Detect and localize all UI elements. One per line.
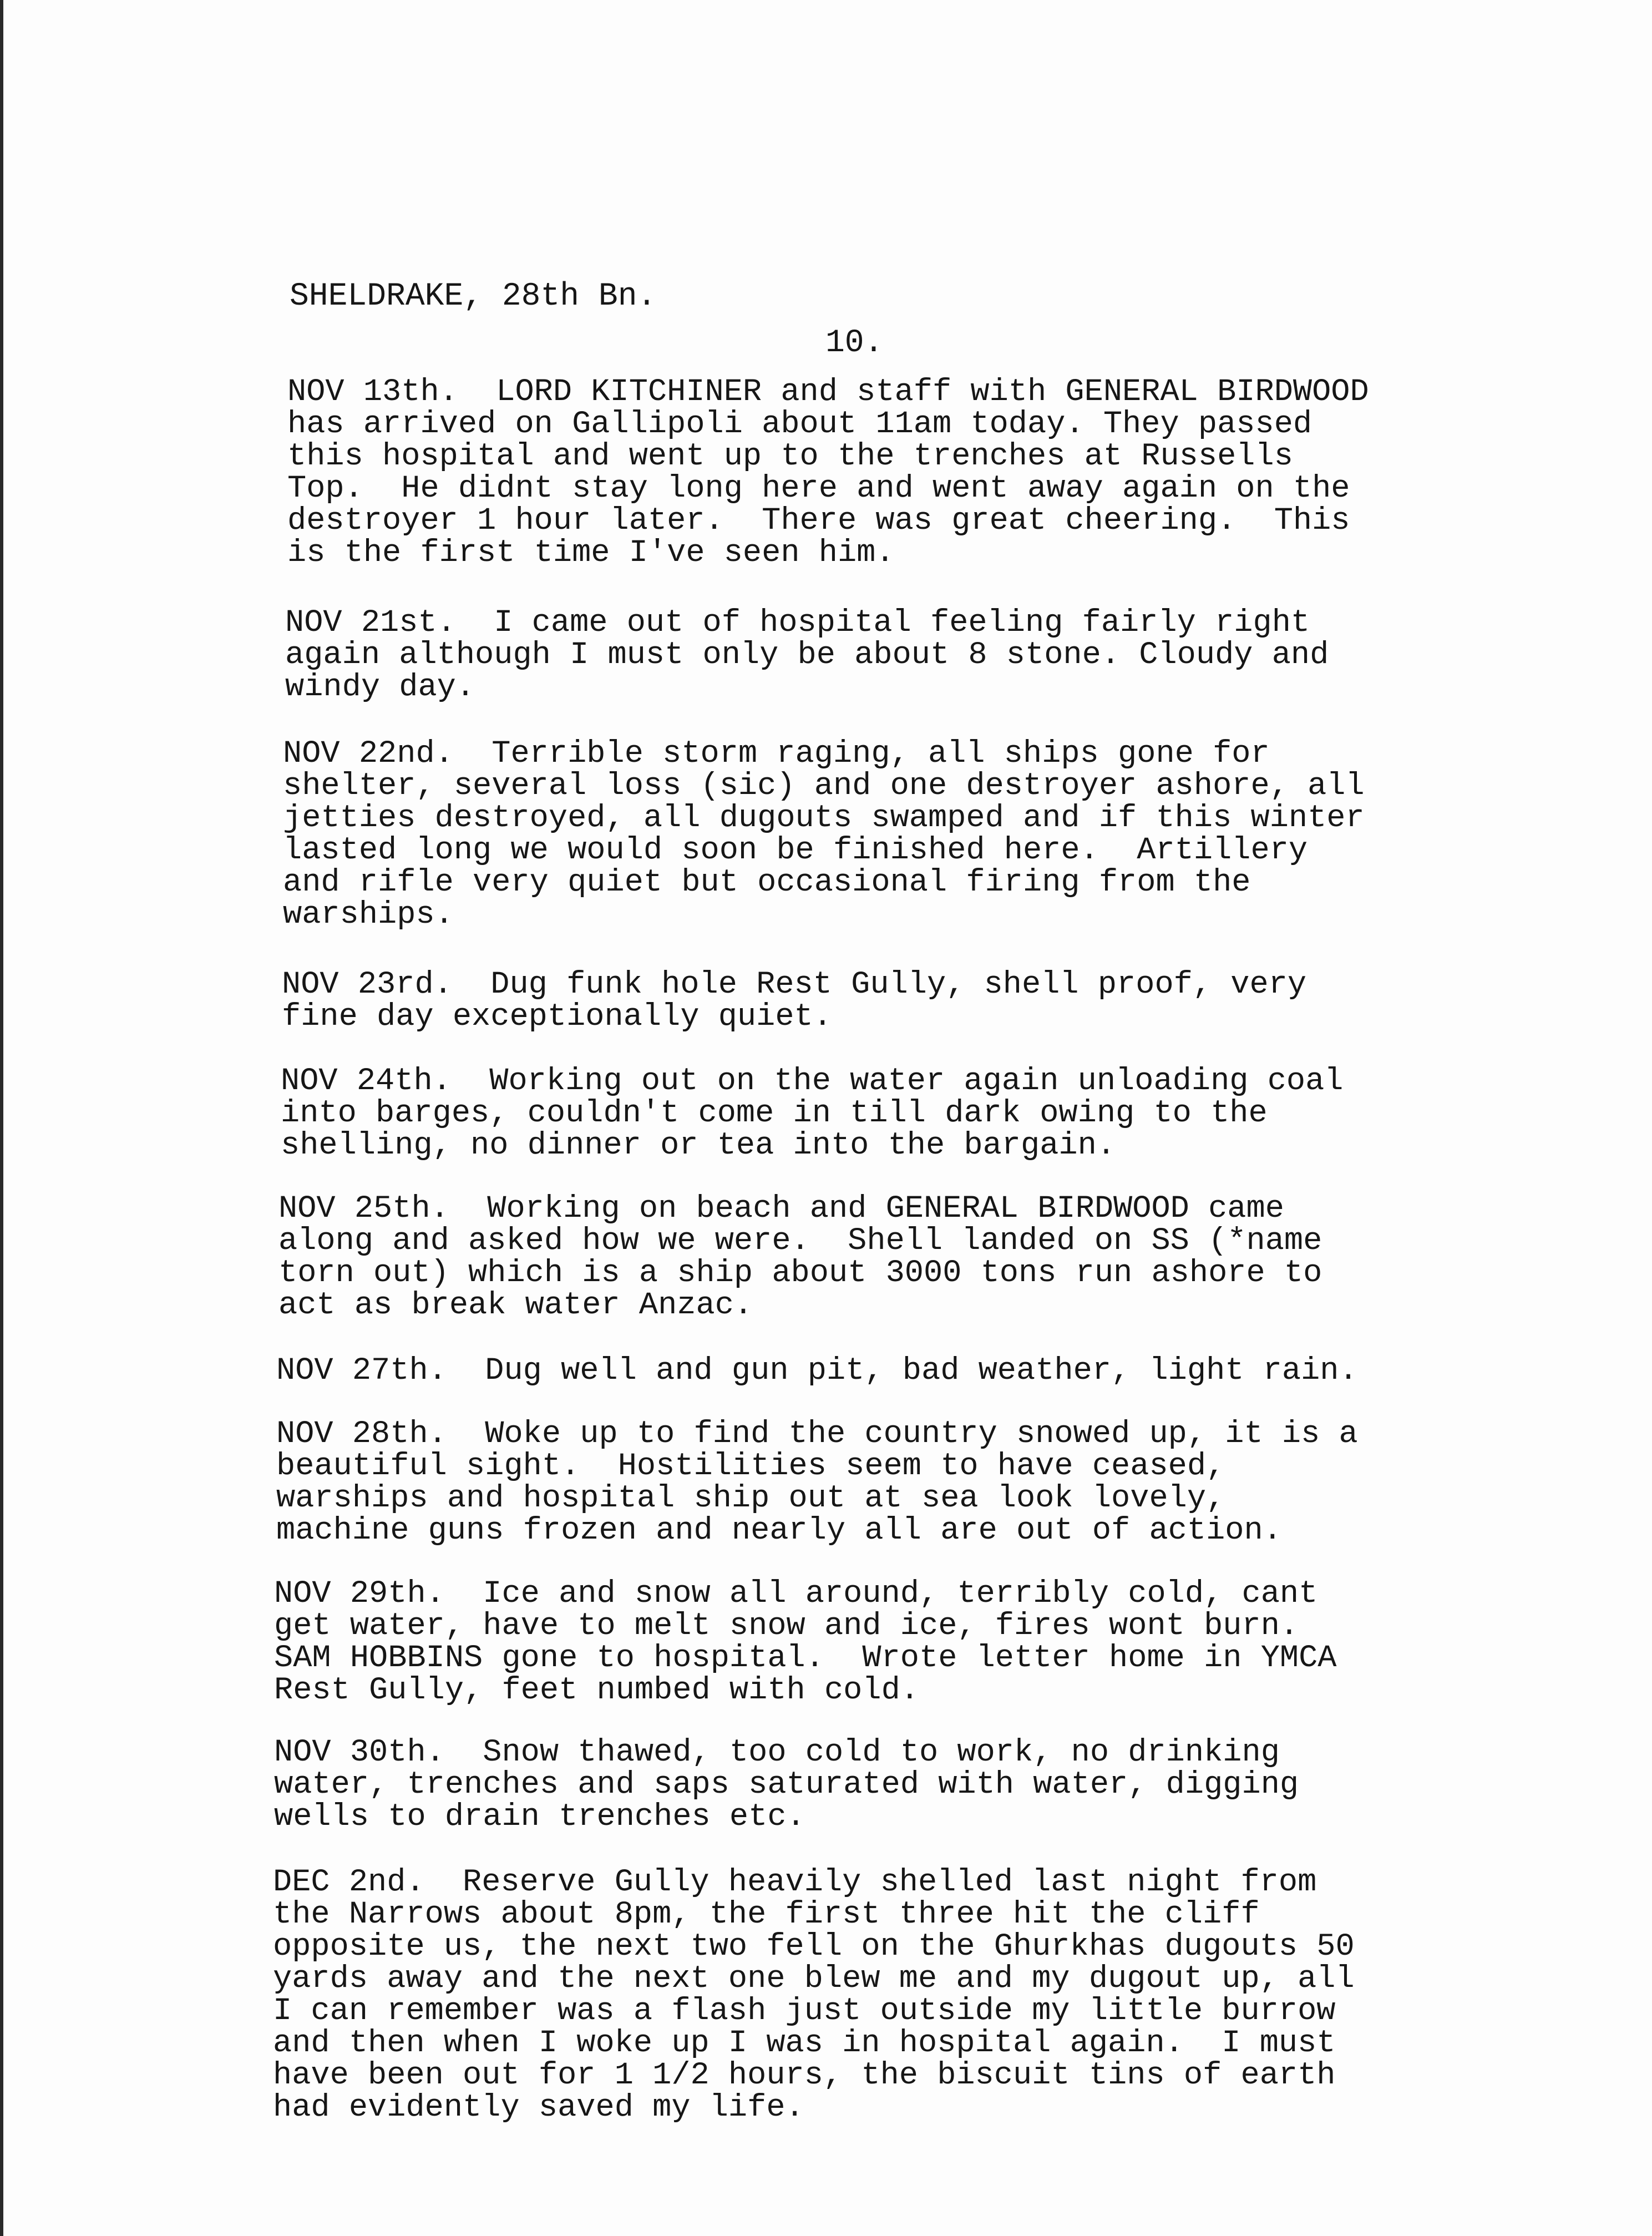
entry-line: get water, have to melt snow and ice, fires wont burn. [274, 1608, 1299, 1644]
entry-line: jetties destroyed, all dugouts swamped and if this winter [283, 801, 1365, 836]
document-header: SHELDRAKE, 28th Bn. [290, 279, 657, 315]
entry-line: warships. [283, 897, 454, 933]
entry-line: I can remember was a flash just outside my little burrow [273, 1994, 1336, 2029]
diary-entry-nov-29 [274, 1578, 1337, 1707]
entry-line: this hospital and went up to the trenches at Russells [287, 439, 1293, 474]
entry-line: have been out for 1 1/2 hours, the biscuit tins of earth [273, 2058, 1336, 2093]
diary-entry-nov-22 [283, 738, 1365, 931]
entry-line: NOV 22nd. Terrible storm raging, all ships gone for [283, 736, 1270, 772]
diary-entry-nov-13 [287, 376, 1369, 569]
entry-line: Top. He didnt stay long here and went away again on the [287, 471, 1350, 507]
entry-line: lasted long we would soon be finished here. Artillery [283, 833, 1308, 868]
entry-line: NOV 25th. Working on beach and GENERAL BIRDWOOD came [278, 1191, 1284, 1227]
entry-line: warships and hospital ship out at sea look lovely, [276, 1481, 1225, 1516]
entry-line: SAM HOBBINS gone to hospital. Wrote letter home in YMCA [274, 1641, 1337, 1676]
entry-line: torn out) which is a ship about 3000 tons run ashore to [278, 1256, 1322, 1291]
diary-entry-nov-27 [276, 1355, 1358, 1387]
entry-line: NOV 23rd. Dug funk hole Rest Gully, shell proof, very [282, 967, 1307, 1003]
entry-line: NOV 21st. I came out of hospital feeling fairly right [285, 605, 1310, 641]
entry-line: windy day. [285, 670, 475, 705]
entry-line: NOV 24th. Working out on the water again unloading coal [281, 1064, 1344, 1099]
entry-line: destroyer 1 hour later. There was great cheering. This [287, 503, 1350, 539]
entry-line: shelter, several loss (sic) and one destroyer ashore, all [283, 768, 1365, 804]
entry-line: fine day exceptionally quiet. [282, 999, 832, 1035]
entry-line: NOV 13th. LORD KITCHINER and staff with GENERAL BIRDWOOD [287, 375, 1369, 410]
page-number: 10. [825, 325, 884, 361]
entry-line: had evidently saved my life. [273, 2090, 804, 2126]
entry-line: along and asked how we were. Shell landed on SS (*name [278, 1223, 1322, 1259]
entry-line: shelling, no dinner or tea into the bargain. [281, 1128, 1116, 1163]
diary-entry-nov-30 [274, 1737, 1299, 1833]
entry-line: and then when I woke up I was in hospital again. I must [273, 2026, 1336, 2061]
entry-line: machine guns frozen and nearly all are out of action. [276, 1513, 1282, 1549]
entry-line: act as break water Anzac. [278, 1288, 753, 1323]
entry-line: DEC 2nd. Reserve Gully heavily shelled last night from [273, 1865, 1317, 1900]
diary-entry-nov-25 [278, 1193, 1322, 1322]
entry-line: is the first time I've seen him. [287, 535, 895, 571]
entry-line: again although I must only be about 8 stone. Cloudy and [285, 638, 1329, 673]
diary-entry-nov-23 [282, 969, 1306, 1033]
entry-line: beautiful sight. Hostilities seem to have ceased, [276, 1449, 1225, 1484]
entry-line: Rest Gully, feet numbed with cold. [274, 1673, 919, 1708]
diary-entry-dec-02 [273, 1866, 1355, 2124]
diary-entry-nov-21 [285, 607, 1329, 704]
entry-line: and rifle very quiet but occasional firing from the [283, 865, 1251, 901]
scan-edge [0, 0, 3, 2236]
entry-line: NOV 28th. Woke up to find the country snowed up, it is a [276, 1417, 1358, 1452]
entry-line: water, trenches and saps saturated with water, digging [274, 1767, 1299, 1803]
entry-line: has arrived on Gallipoli about 11am today. They passed [287, 407, 1313, 442]
entry-line: NOV 27th. Dug well and gun pit, bad weather, light rain. [276, 1353, 1358, 1389]
diary-entry-nov-24 [281, 1065, 1344, 1162]
entry-line: opposite us, the next two fell on the Ghurkhas dugouts 50 [273, 1929, 1355, 1965]
entry-line: the Narrows about 8pm, the first three hit the cliff [273, 1897, 1260, 1933]
entry-line: into barges, couldn't come in till dark owing to the [281, 1096, 1268, 1131]
diary-entry-nov-28 [276, 1418, 1358, 1547]
entry-line: NOV 29th. Ice and snow all around, terribly cold, cant [274, 1576, 1318, 1612]
entry-line: wells to drain trenches etc. [274, 1799, 805, 1835]
entry-line: NOV 30th. Snow thawed, too cold to work, no drinking [274, 1735, 1280, 1770]
entry-line: yards away and the next one blew me and my dugout up, all [273, 1961, 1355, 1997]
